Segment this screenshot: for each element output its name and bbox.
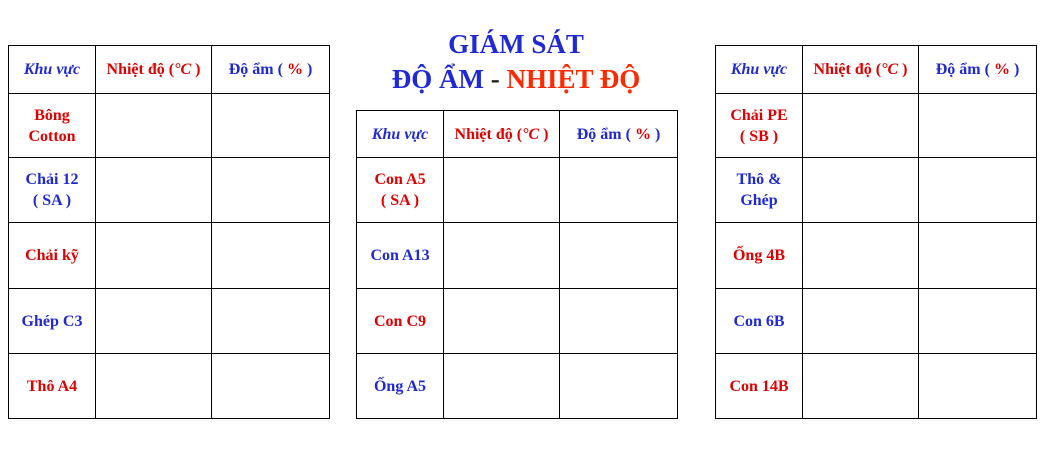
- table-row: [716, 289, 1037, 354]
- humidity-cell: [919, 158, 1037, 223]
- area-name-line-2: ( SB ): [739, 127, 779, 145]
- area-name-line-1: Con C9: [373, 312, 426, 330]
- temperature-cell: [96, 223, 212, 289]
- monitor-table-middle: [356, 110, 678, 419]
- table-row: [716, 354, 1037, 419]
- area-name: [9, 354, 96, 419]
- temp-close: ): [191, 61, 201, 78]
- humidity-cell: [212, 158, 330, 223]
- hum-label: Độ ẩm (: [935, 61, 990, 78]
- temperature-cell: [803, 289, 919, 354]
- table-row: [716, 94, 1037, 158]
- area-name-line-1: Ống A5: [373, 377, 426, 395]
- area-name-line-1: Con 6B: [733, 312, 785, 330]
- hum-unit: %: [989, 61, 1014, 78]
- temp-close: ): [898, 61, 908, 78]
- header-row: [716, 46, 1037, 94]
- temp-unit: °C: [174, 61, 192, 78]
- temp-unit: °C: [881, 61, 899, 78]
- area-name: [716, 158, 803, 223]
- hum-label: Độ ẩm (: [576, 125, 631, 143]
- area-name-line-1: Con 14B: [729, 377, 789, 395]
- title-humidity: ĐỘ ẨM: [391, 64, 484, 94]
- hum-label: Độ ẩm (: [228, 61, 283, 78]
- header-area: Khu vực: [716, 46, 803, 94]
- temperature-cell: [96, 289, 212, 354]
- temp-label: Nhiệt độ (: [106, 61, 175, 78]
- table-row: [9, 223, 330, 289]
- hum-close: ): [306, 61, 313, 78]
- header-temperature: [96, 46, 212, 94]
- temp-unit: °C: [522, 125, 540, 143]
- table-row: [716, 223, 1037, 289]
- area-name-line-1: Con A5: [374, 171, 426, 188]
- table-row: [357, 158, 678, 223]
- header-row: [357, 111, 678, 158]
- area-name-line-1: Thô &: [736, 171, 782, 188]
- humidity-cell: [919, 94, 1037, 158]
- humidity-cell: [919, 354, 1037, 419]
- title-line-2: [356, 63, 676, 95]
- temperature-cell: [444, 223, 560, 289]
- temperature-cell: [96, 158, 212, 223]
- area-name-line-1: Ống 4B: [732, 247, 785, 264]
- humidity-cell: [212, 94, 330, 158]
- area-name: [357, 354, 444, 419]
- area-name: [9, 158, 96, 223]
- hum-close: ): [1013, 61, 1020, 78]
- area-name-line-1: Chải kỹ: [25, 247, 79, 264]
- header-humidity: [212, 46, 330, 94]
- table-row: [9, 354, 330, 419]
- area-name: [716, 94, 803, 158]
- humidity-cell: [919, 289, 1037, 354]
- temperature-cell: [803, 94, 919, 158]
- table-row: [9, 158, 330, 223]
- area-name: [716, 354, 803, 419]
- humidity-cell: [212, 354, 330, 419]
- hum-unit: %: [630, 125, 655, 143]
- table-row: [357, 289, 678, 354]
- table-row: [357, 354, 678, 419]
- area-name: [357, 223, 444, 289]
- area-name-line-1: Chải 12: [25, 171, 79, 188]
- area-name-line-1: Chải PE: [730, 106, 788, 124]
- area-name-line-2: ( SA ): [32, 192, 72, 209]
- area-name-line-2: Cotton: [28, 127, 76, 145]
- area-name: [9, 289, 96, 354]
- table-row: [716, 158, 1037, 223]
- area-name: [9, 223, 96, 289]
- area-name: [9, 94, 96, 158]
- humidity-cell: [560, 223, 678, 289]
- title-line-1: GIÁM SÁT: [448, 29, 584, 59]
- temperature-cell: [444, 289, 560, 354]
- hum-close: ): [654, 125, 661, 143]
- header-area: Khu vực: [357, 111, 444, 158]
- monitor-table-left: [8, 45, 330, 419]
- area-name: [716, 289, 803, 354]
- title-temperature: NHIỆT ĐỘ: [506, 64, 641, 94]
- temperature-cell: [803, 223, 919, 289]
- header-row: [9, 46, 330, 94]
- humidity-cell: [212, 223, 330, 289]
- temp-label: Nhiệt độ (: [813, 61, 882, 78]
- header-humidity: [919, 46, 1037, 94]
- temperature-cell: [96, 354, 212, 419]
- area-name-line-2: Ghép: [740, 192, 778, 209]
- humidity-cell: [560, 158, 678, 223]
- header-temperature: [803, 46, 919, 94]
- temperature-cell: [803, 354, 919, 419]
- hum-unit: %: [282, 61, 307, 78]
- area-name: [357, 289, 444, 354]
- area-name-line-2: ( SA ): [380, 192, 420, 209]
- header-temperature: [444, 111, 560, 158]
- area-name: [357, 158, 444, 223]
- area-name: [716, 223, 803, 289]
- header-humidity: [560, 111, 678, 158]
- temp-close: ): [539, 125, 549, 143]
- table-row: [9, 94, 330, 158]
- humidity-cell: [212, 289, 330, 354]
- humidity-cell: [919, 223, 1037, 289]
- title-separator: -: [483, 64, 507, 94]
- temp-label: Nhiệt độ (: [454, 125, 523, 143]
- monitor-table-right: [715, 45, 1037, 419]
- temperature-cell: [803, 158, 919, 223]
- table-row: [357, 223, 678, 289]
- humidity-cell: [560, 354, 678, 419]
- table-row: [9, 289, 330, 354]
- humidity-cell: [560, 289, 678, 354]
- area-name-line-1: Bông: [34, 106, 70, 124]
- header-area: Khu vực: [9, 46, 96, 94]
- temperature-cell: [444, 158, 560, 223]
- area-name-line-1: Thô A4: [26, 377, 78, 395]
- temperature-cell: [96, 94, 212, 158]
- area-name-line-1: Con A13: [370, 247, 430, 264]
- temperature-cell: [444, 354, 560, 419]
- area-name-line-1: Ghép C3: [21, 312, 83, 330]
